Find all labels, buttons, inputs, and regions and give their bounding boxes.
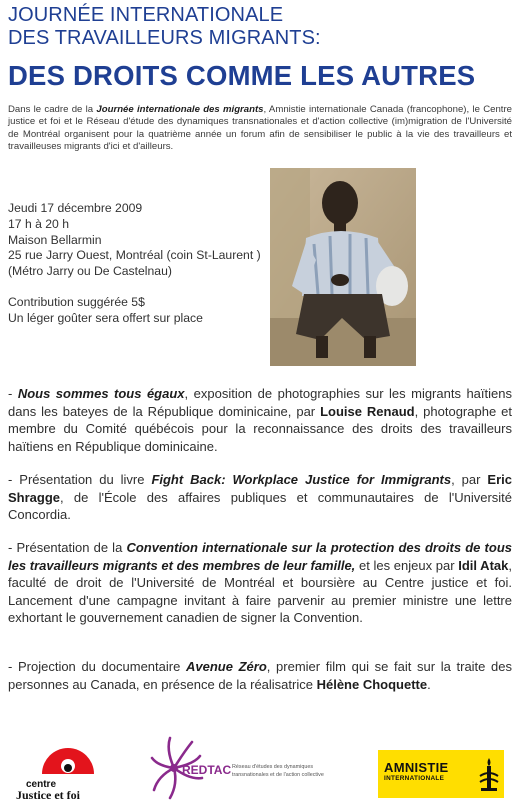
svg-text:centre: centre xyxy=(26,779,57,790)
documentary-director: Hélène Choquette xyxy=(316,676,428,692)
intro-text-before: Dans le cadre de la xyxy=(8,104,97,115)
documentary-title: Avenue Zéro xyxy=(185,659,267,674)
title-line-2: DES TRAVAILLEURS MIGRANTS: xyxy=(8,27,321,49)
poster-subtitle: DES DROITS COMME LES AUTRES xyxy=(8,60,476,91)
book-title: Fight Back: Workplace Justice for Immigrants xyxy=(151,472,452,487)
event-address: 25 rue Jarry Ouest, Montréal (coin St-Laurent ) xyxy=(8,248,261,263)
event-date: Jeudi 17 décembre 2009 xyxy=(8,201,143,215)
intro-paragraph xyxy=(8,104,512,154)
exhibition-title: Nous sommes tous égaux xyxy=(17,386,185,401)
intro-text-after: , Amnistie internationale Canada (francophone), le Centre justice et foi et le Réseau d'étude des dynamiques transnationales et d'action collective (im)migration de l'Université de Montréal organisent pour la quatrième année un forum afin de sensibiliser le public à la vie des travailleurs et travailleuses migrants d'ici et d'ailleurs. xyxy=(8,104,512,153)
event-metro: (Métro Jarry ou De Castelnau) xyxy=(8,264,172,279)
redtac-logo xyxy=(150,736,350,800)
convention-speaker: Idil Atak xyxy=(458,557,509,573)
migrant-worker-photo xyxy=(270,168,416,366)
amnistie-internationale-logo: AMNISTIE INTERNATIONALE xyxy=(378,750,504,798)
candle-icon xyxy=(478,756,500,794)
svg-text:Justice et foi: Justice et foi xyxy=(16,788,80,800)
event-time: 17 h à 20 h xyxy=(8,216,69,231)
svg-text:Réseau d'études des dynamiques: Réseau d'études des dynamiques xyxy=(232,764,314,770)
centre-justice-et-foi-logo xyxy=(14,744,114,800)
program-item-exhibition: - Nous sommes tous égaux, exposition de photographies sur les migrants haïtiens dans les bateyes de la République dominicaine, par Louise Renaud, photographe et membre du Comité québécois pour la reconnaissance des droits des travailleurs haïtiens en République dominicaine. xyxy=(8,386,512,454)
program-item-book: - Présentation du livre Fight Back: Workplace Justice for Immigrants, par Eric Shragge, de l'École des affaires publiques et communautaires de l'Université Concordia. xyxy=(8,472,512,523)
svg-text:REDTAC: REDTAC xyxy=(182,763,232,777)
program-item-documentary: - Projection du documentaire Avenue Zéro, premier film qui se fait sur la traite des personnes au Canada, en présence de la réalisatrice Hélène Choquette. xyxy=(8,659,513,692)
convention-title: Convention internationale sur la protection des droits de tous les travailleurs migrants et des membres de leur famille, xyxy=(8,540,512,573)
book-author: Eric Shragge xyxy=(8,472,512,505)
event-details xyxy=(8,201,270,327)
title-line-1: JOURNÉE INTERNATIONALE xyxy=(8,4,284,26)
event-venue: Maison Bellarmin xyxy=(8,232,102,247)
event-snack: Un léger goûter sera offert sur place xyxy=(8,310,203,325)
program-item-convention: - Présentation de la Convention internationale sur la protection des droits de tous les travailleurs migrants et des membres de leur famille, et les enjeux par Idil Atak, faculté de droit de l'Université de Montréal et boursière au Centre justice et foi. Lancement d'une campagne invitant à faire parvenir au premier ministre une lettre exhortant le gouvernement canadien de signer la Convention. xyxy=(8,540,512,626)
svg-text:transnationales et de l'action: transnationales et de l'action collective xyxy=(232,772,324,778)
event-contribution: Contribution suggérée 5$ xyxy=(8,294,145,309)
exhibition-photographer: Louise Renaud xyxy=(320,403,415,419)
poster-title xyxy=(8,4,514,50)
intro-event-name: Journée internationale des migrants xyxy=(96,104,264,115)
